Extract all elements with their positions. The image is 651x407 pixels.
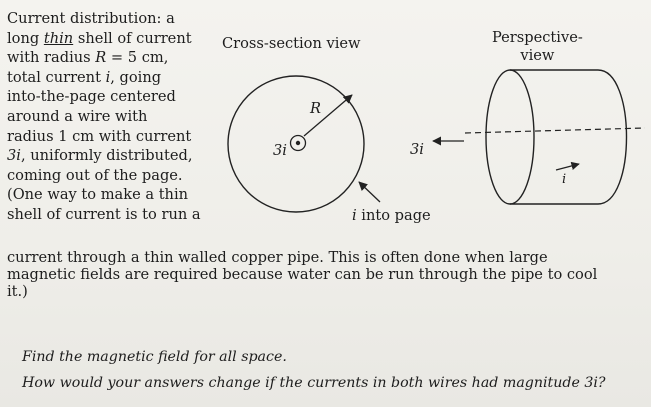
- paragraph-line-3: it.): [7, 283, 28, 300]
- question-1: Find the magnetic field for all space.: [22, 349, 287, 365]
- paragraph-line-1: current through a thin walled copper pipe. This is often done when large: [7, 249, 548, 266]
- question-2: How would your answers change if the currents in both wires had magnitude 3i?: [22, 375, 606, 391]
- perspective-title: [492, 29, 583, 65]
- cylinder-current-label: [562, 172, 566, 187]
- shell-current-arrow: [359, 182, 380, 202]
- radius-variable: R: [95, 49, 107, 67]
- shell-current-label: [352, 207, 431, 224]
- intro-line-3-post: = 5 cm,: [106, 49, 169, 67]
- intro-line-4-pre: total current: [7, 68, 106, 86]
- intro-line-7: radius 1 cm with current: [7, 127, 192, 145]
- cylinder-back-end: [598, 70, 627, 204]
- intro-line-1: Current distribution: a: [7, 10, 175, 27]
- perspective-title-line-2: view: [520, 47, 555, 64]
- intro-line-9: coming out of the page.: [7, 166, 183, 184]
- cylinder-body: [510, 70, 598, 204]
- intro-line-6: around a wire with: [7, 107, 148, 125]
- cylinder-current-arrow: [556, 164, 579, 170]
- intro-line-8-post: , uniformly distributed,: [20, 147, 193, 165]
- shell-current-text: into page: [356, 207, 431, 224]
- radius-label: [310, 100, 321, 117]
- wire-current-variable: 3i: [7, 147, 21, 165]
- thin-emphasis: thin: [43, 29, 74, 47]
- intro-line-4-post: , going: [110, 68, 162, 86]
- intro-line-10: (One way to make a thin: [7, 186, 189, 204]
- center-current-label: [273, 142, 287, 159]
- intro-line-3-pre: with radius: [7, 49, 96, 67]
- perspective-title-line-1: Perspective-: [492, 29, 583, 46]
- cross-section-title: Cross-section view: [222, 35, 361, 52]
- center-current-text: 3i: [273, 142, 287, 159]
- wire-dot: [296, 141, 300, 145]
- right-current-label: [410, 141, 424, 158]
- intro-line-2-pre: long: [7, 29, 44, 47]
- intro-line-5: into-the-page centered: [7, 88, 176, 106]
- cylinder-front-end: [486, 70, 534, 204]
- right-current-text: 3i: [410, 141, 424, 158]
- cylinder-current-text: i: [562, 172, 567, 187]
- intro-line-11: shell of current is to run a: [7, 205, 201, 223]
- cylinder-axis-dashed: [465, 128, 645, 133]
- current-variable: i: [105, 68, 111, 86]
- paragraph-line-2: magnetic fields are required because water can be run through the pipe to cool: [7, 266, 598, 283]
- radius-label-text: R: [310, 100, 321, 117]
- shell-cross-section-circle: [228, 76, 364, 212]
- shell-current-variable: i: [352, 207, 357, 224]
- intro-line-2-post: shell of current: [73, 29, 192, 47]
